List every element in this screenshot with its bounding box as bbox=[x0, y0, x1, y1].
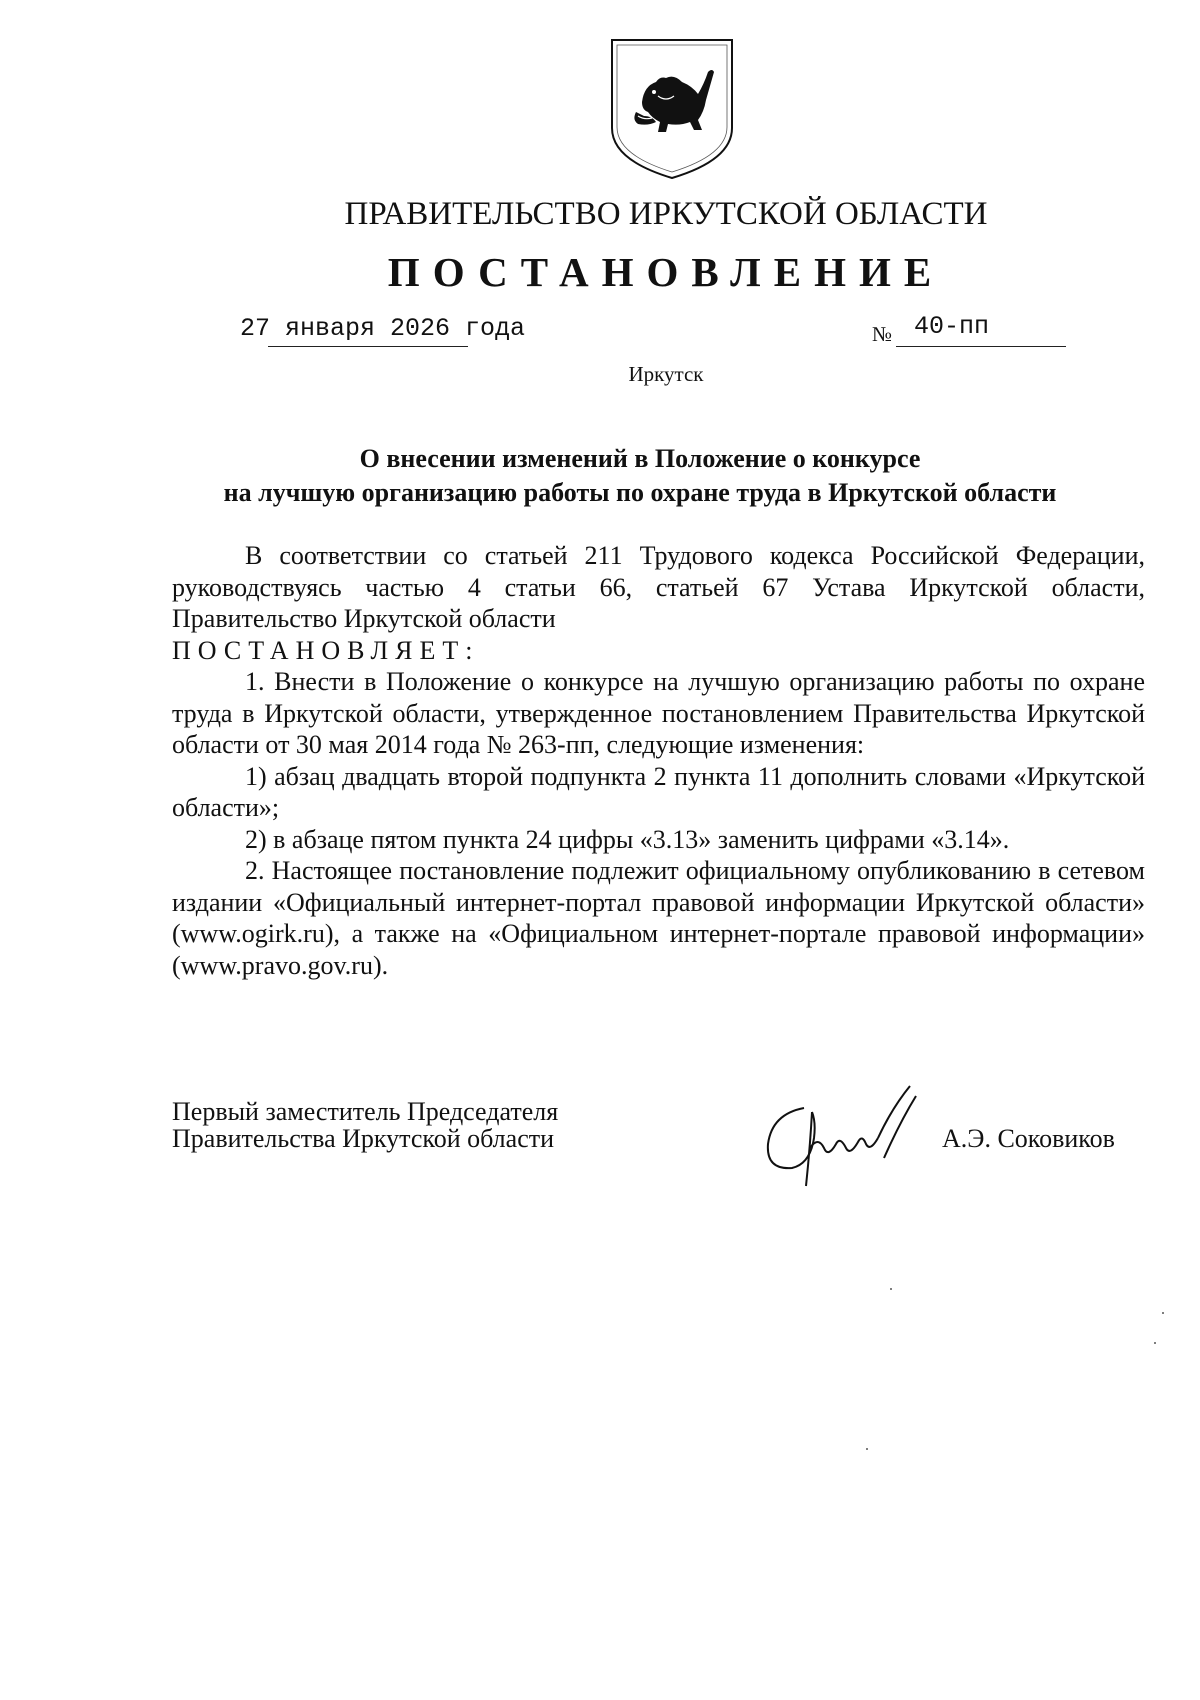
heading-line-2: на лучшую организацию работы по охране труда в Иркутской области bbox=[223, 478, 1057, 507]
number-underline bbox=[896, 346, 1066, 347]
government-title: ПРАВИТЕЛЬСТВО ИРКУТСКОЙ ОБЛАСТИ bbox=[344, 196, 988, 232]
document-type-title: ПОСТАНОВЛЕНИЕ bbox=[387, 249, 945, 295]
item-1-paragraph: 1. Внести в Положение о конкурсе на лучшую организацию работы по охране труда в Иркутской области, утвержденное постановлением Правительства Иркутской области от 30 мая 2014 года № 263-пп, следующие изменения: bbox=[172, 667, 1145, 759]
document-number: 40-пп bbox=[914, 312, 990, 341]
scan-speck bbox=[1162, 1312, 1164, 1314]
document-heading bbox=[160, 442, 1120, 510]
city-name: Иркутск bbox=[628, 362, 704, 386]
signatory-position bbox=[172, 1098, 558, 1152]
heading-line-1: О внесении изменений в Положение о конкурсе bbox=[359, 444, 921, 473]
scan-speck bbox=[890, 1288, 892, 1290]
number-label: № bbox=[872, 322, 893, 346]
date-underline bbox=[268, 346, 468, 347]
document-body bbox=[172, 540, 1145, 981]
scan-speck bbox=[1154, 1342, 1156, 1344]
scan-speck bbox=[866, 1448, 868, 1450]
handwritten-signature bbox=[752, 1078, 932, 1190]
position-line-2: Правительства Иркутской области bbox=[172, 1124, 555, 1153]
document-date: 27 января 2026 года bbox=[240, 314, 526, 343]
item-1-2-paragraph: 2) в абзаце пятом пункта 24 цифры «3.13» заменить цифрами «3.14». bbox=[245, 824, 1010, 854]
position-line-1: Первый заместитель Председателя bbox=[172, 1097, 559, 1126]
signatory-name: А.Э. Соковиков bbox=[942, 1124, 1115, 1153]
preamble-paragraph: В соответствии со статьей 211 Трудового кодекса Российской Федерации, руководствуясь частью 4 статьи 66, статьей 67 Устава Иркутской области, Правительство Иркутской области bbox=[172, 541, 1145, 633]
coat-of-arms-emblem bbox=[608, 36, 736, 182]
decree-word: ПОСТАНОВЛЯЕТ: bbox=[172, 635, 480, 665]
item-1-1-paragraph: 1) абзац двадцать второй подпункта 2 пункта 11 дополнить словами «Иркутской области»; bbox=[172, 761, 1145, 822]
item-2-paragraph: 2. Настоящее постановление подлежит официальному опубликованию в сетевом издании «Официальный интернет-портал правовой информации Иркутской области» (www.ogirk.ru), а также на «Официальном интернет-портале правовой информации» (www.pravo.gov.ru). bbox=[172, 856, 1145, 980]
